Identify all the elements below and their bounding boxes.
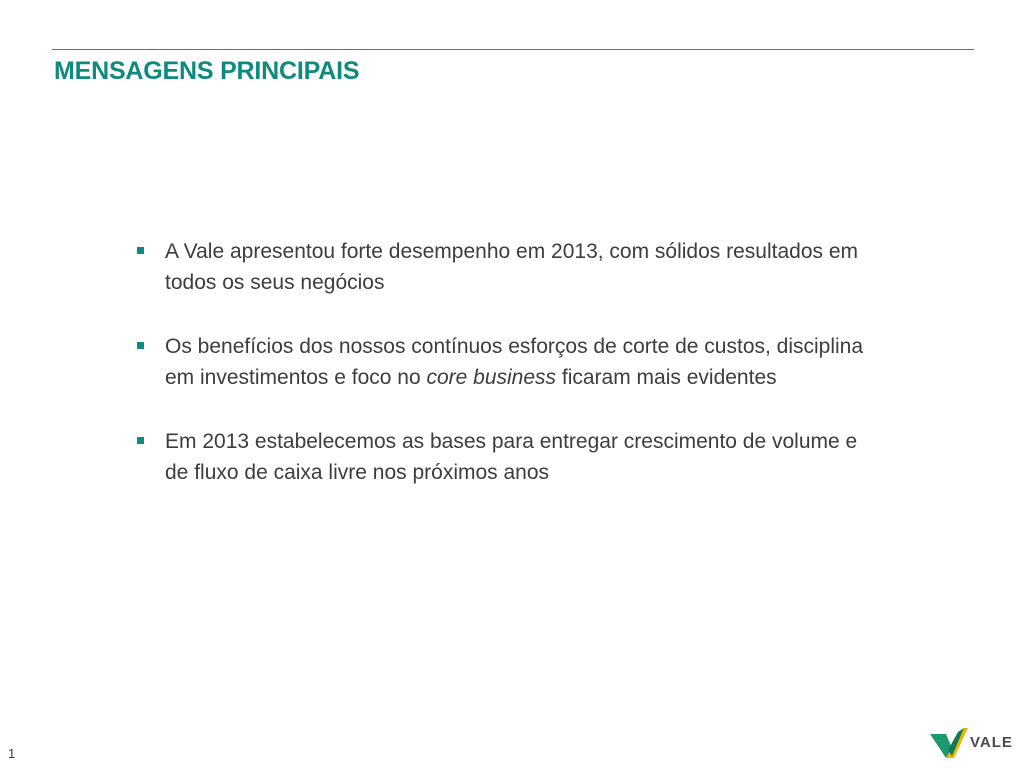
- vale-logo: [928, 722, 1018, 762]
- bullet-text-part: Os benefícios dos nossos contínuos esforços de corte de custos, disciplina em investimentos e foco no: [165, 335, 864, 389]
- bullet-text: Em 2013 estabelecemos as bases para entregar crescimento de volume e de fluxo de caixa livre nos próximos anos: [165, 430, 858, 484]
- square-bullet-icon: [137, 247, 144, 254]
- bullet-text-part: ficaram mais evidentes: [556, 366, 777, 389]
- slide-title: MENSAGENS PRINCIPAIS: [54, 57, 360, 85]
- logo-text: VALE: [970, 734, 1013, 751]
- bullet-item: [135, 236, 875, 298]
- title-divider: [52, 49, 974, 50]
- bullet-text: A Vale apresentou forte desempenho em 2013, com sólidos resultados em todos os seus negócios: [165, 240, 859, 294]
- page-number: 1: [8, 746, 16, 761]
- bullet-text-italic: core business: [426, 366, 557, 389]
- square-bullet-icon: [137, 342, 144, 349]
- square-bullet-icon: [137, 437, 144, 444]
- vale-logo-icon: [928, 722, 968, 762]
- bullet-list: [135, 236, 875, 521]
- bullet-item: [135, 331, 875, 393]
- bullet-item: [135, 426, 875, 488]
- bullet-text: [165, 335, 863, 389]
